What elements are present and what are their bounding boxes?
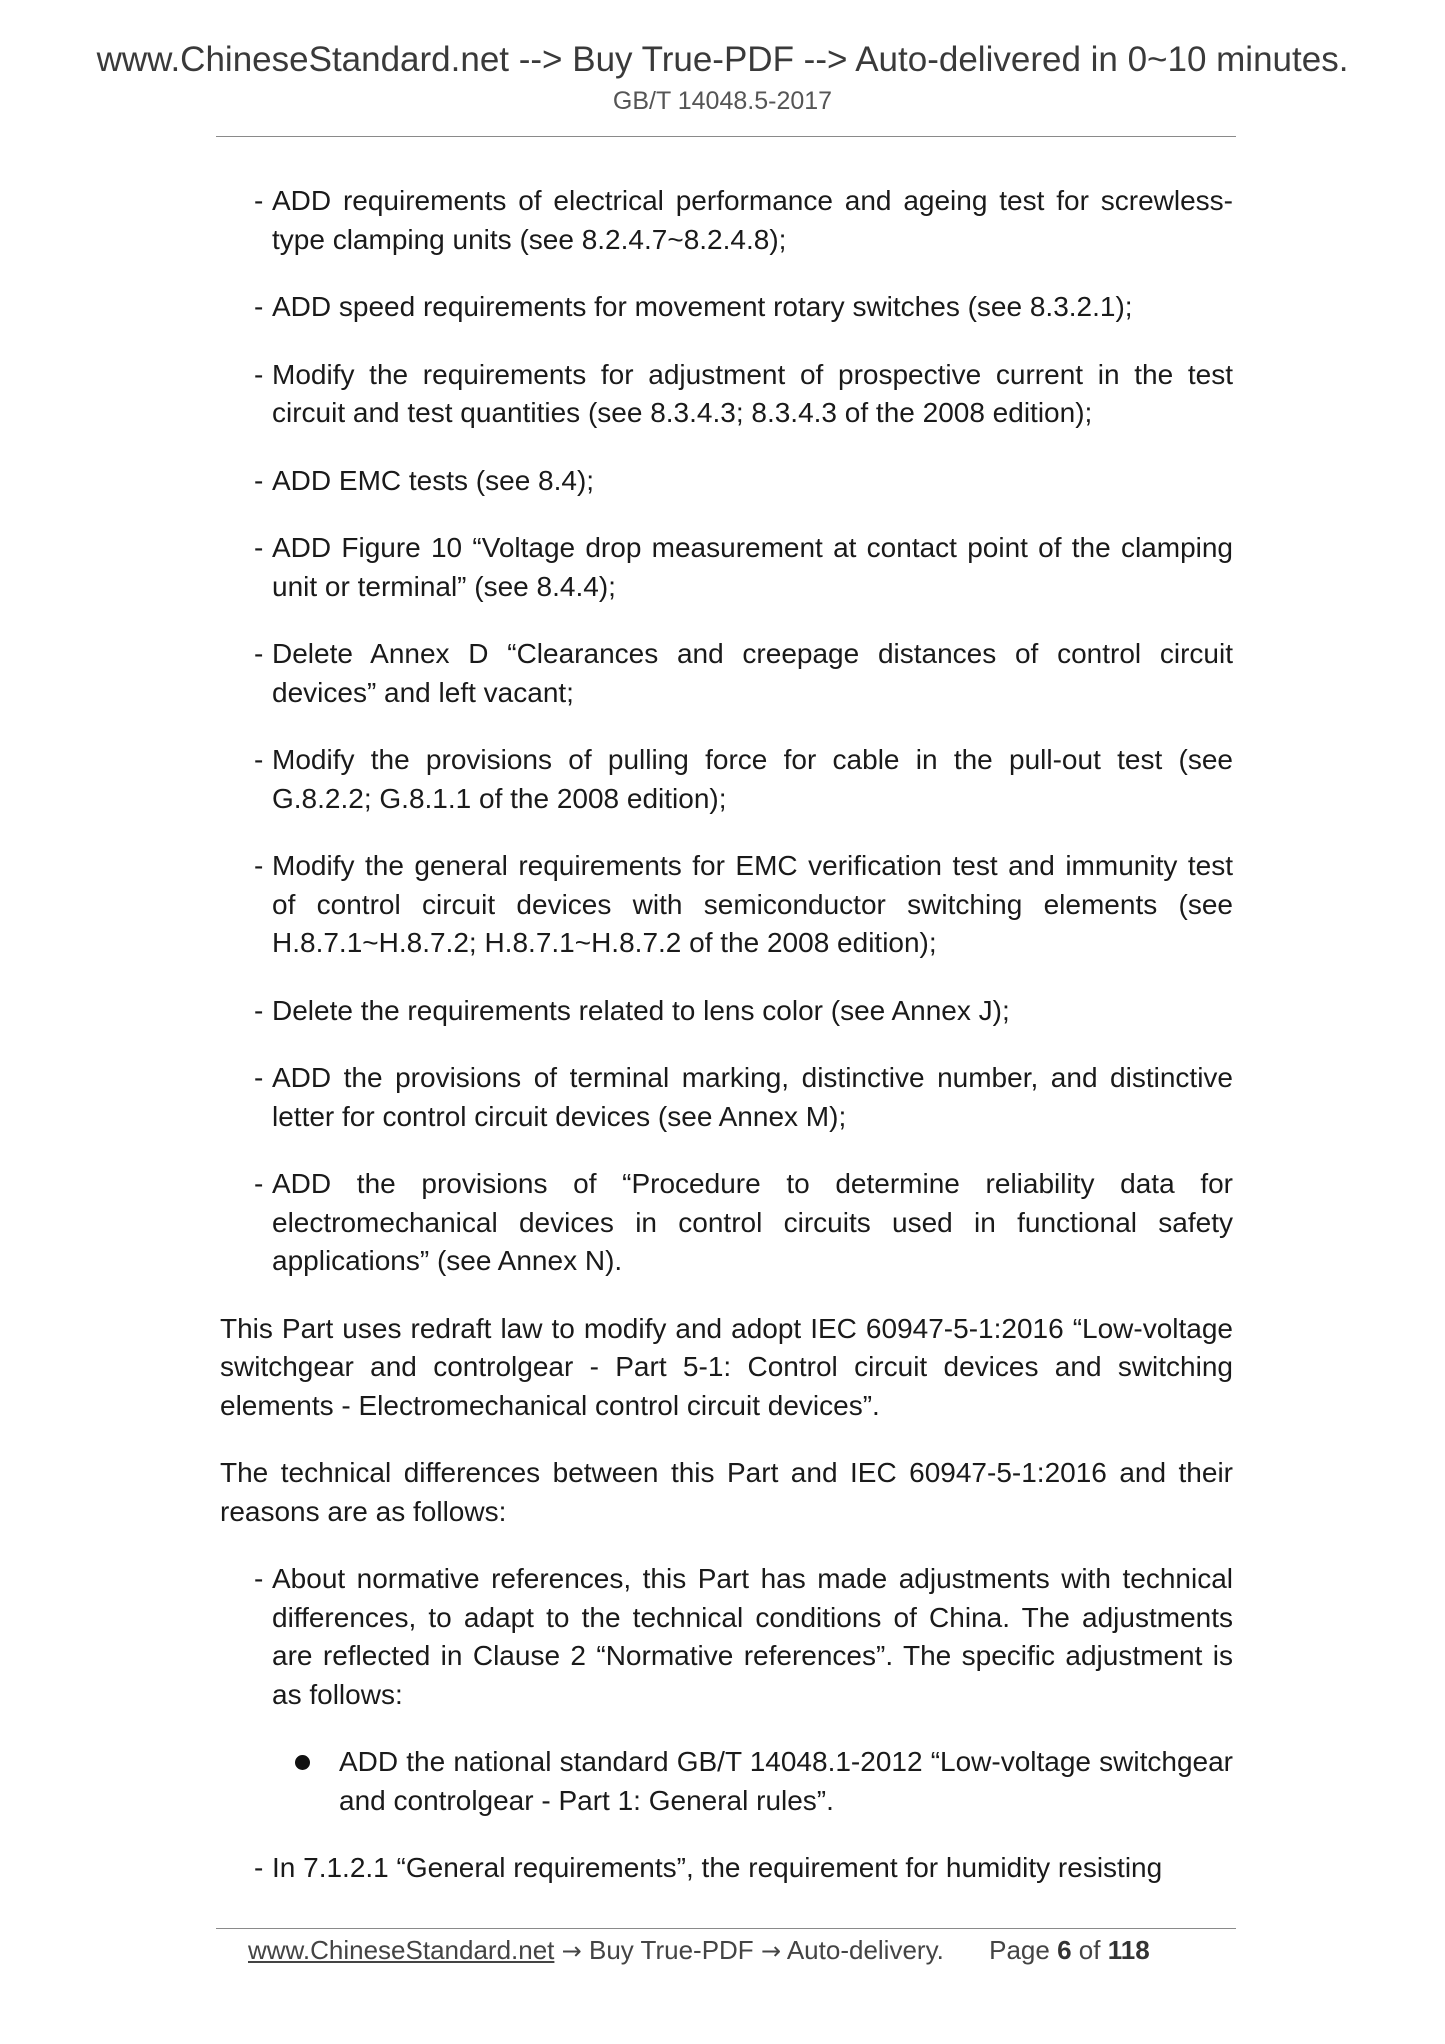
- dash-marker: -: [254, 1852, 264, 1883]
- list-item: [220, 1849, 1233, 1888]
- header-divider: [216, 136, 1236, 137]
- dash-marker: -: [254, 1563, 264, 1594]
- footer-delivery-text: Auto-delivery.: [786, 1935, 944, 1965]
- list-item-text: ADD speed requirements for movement rotary switches (see 8.3.2.1);: [272, 291, 1133, 322]
- document-code: GB/T 14048.5-2017: [612, 87, 833, 115]
- list-item-text: Modify the provisions of pulling force for cable in the pull-out test (see G.8.2.2; G.8.1.1 of the 2008 edition);: [272, 744, 1233, 814]
- dash-marker: -: [254, 850, 264, 881]
- list-item: [220, 992, 1233, 1031]
- list-item-text: ADD EMC tests (see 8.4);: [272, 464, 595, 496]
- total-pages: 118: [1107, 1935, 1150, 1965]
- list-item-text: About normative references, this Part has made adjustments with technical differences, to adapt to the technical conditions of China. The adjustments are reflected in Clause 2 “Normative references”. The specific adjustment is as follows:: [272, 1563, 1233, 1710]
- list-item: [220, 356, 1233, 433]
- dash-marker: -: [254, 532, 264, 563]
- arrow-right-icon: →: [760, 1937, 782, 1965]
- paragraph-redraft: This Part uses redraft law to modify and adopt IEC 60947-5-1:2016 “Low-voltage switchgear and controlgear - Part 5-1: Control circuit devices and switching elements - Electromechanical control circuit devices”.: [220, 1312, 1233, 1421]
- list-item-text: ADD Figure 10 “Voltage drop measurement at contact point of the clamping unit or terminal” (see 8.4.4);: [272, 532, 1233, 602]
- page-footer: [248, 1932, 1150, 1969]
- list-item-text: Modify the requirements for adjustment of prospective current in the test circuit and test quantities (see 8.3.4.3; 8.3.4.3 of the 2008 edition);: [272, 358, 1233, 428]
- dash-marker: -: [254, 358, 264, 390]
- of-label: of: [1078, 1935, 1101, 1965]
- dash-marker: -: [254, 994, 264, 1026]
- list-item-text: Modify the general requirements for EMC verification test and immunity test of control circuit devices with semiconductor switching elements (see H.8.7.1~H.8.7.2; H.8.7.1~H.8.7.2 of the 2008 edition);: [272, 850, 1233, 958]
- page-label: Page: [989, 1935, 1050, 1965]
- dash-marker: -: [254, 744, 264, 775]
- list-item: [220, 847, 1233, 963]
- bullet-item: [220, 1743, 1233, 1820]
- list-item-text: ADD the provisions of terminal marking, distinctive number, and distinctive letter for control circuit devices (see Annex M);: [272, 1062, 1233, 1132]
- dash-marker: -: [254, 638, 264, 669]
- list-item: [220, 462, 1233, 501]
- bullet-item-text: ADD the national standard GB/T 14048.1-2012 “Low-voltage switchgear and controlgear - Part 1: General rules”.: [339, 1746, 1233, 1816]
- dash-marker: -: [254, 185, 264, 216]
- paragraph-differences: The technical differences between this Part and IEC 60947-5-1:2016 and their reasons are as follows:: [220, 1457, 1233, 1527]
- page-indicator: [989, 1935, 1150, 1965]
- list-item: [220, 741, 1233, 818]
- list-item-text: ADD the provisions of “Procedure to determine reliability data for electromechanical devices in control circuits used in functional safety applications” (see Annex N).: [272, 1168, 1233, 1276]
- footer-site-link[interactable]: www.ChineseStandard.net: [248, 1935, 555, 1965]
- list-item-text: In 7.1.2.1 “General requirements”, the requirement for humidity resisting: [272, 1852, 1163, 1883]
- arrow-right-icon: →: [561, 1937, 582, 1965]
- list-item: [220, 288, 1233, 327]
- dash-marker: -: [254, 291, 264, 322]
- footer-buy-text: Buy True-PDF: [588, 1935, 754, 1965]
- dash-marker: -: [254, 1062, 264, 1093]
- document-body: [220, 182, 1233, 1917]
- dash-marker: -: [254, 464, 264, 496]
- dash-marker: -: [254, 1168, 264, 1199]
- list-item-text: ADD requirements of electrical performance and ageing test for screwless-type clamping units (see 8.2.4.7~8.2.4.8);: [272, 185, 1233, 255]
- top-banner: www.ChineseStandard.net --> Buy True-PDF --> Auto-delivered in 0~10 minutes.: [96, 40, 1349, 79]
- list-item: [220, 1560, 1233, 1714]
- page-number: 6: [1057, 1935, 1072, 1965]
- list-item: [220, 182, 1233, 259]
- bullet-dot-icon: [295, 1755, 310, 1770]
- list-item: [220, 1059, 1233, 1136]
- list-item: [220, 1165, 1233, 1281]
- list-item-text: Delete the requirements related to lens color (see Annex J);: [272, 994, 1010, 1026]
- list-item: [220, 529, 1233, 606]
- list-item-text: Delete Annex D “Clearances and creepage distances of control circuit devices” and left vacant;: [272, 638, 1233, 708]
- list-item: [220, 635, 1233, 712]
- footer-divider: [216, 1928, 1236, 1929]
